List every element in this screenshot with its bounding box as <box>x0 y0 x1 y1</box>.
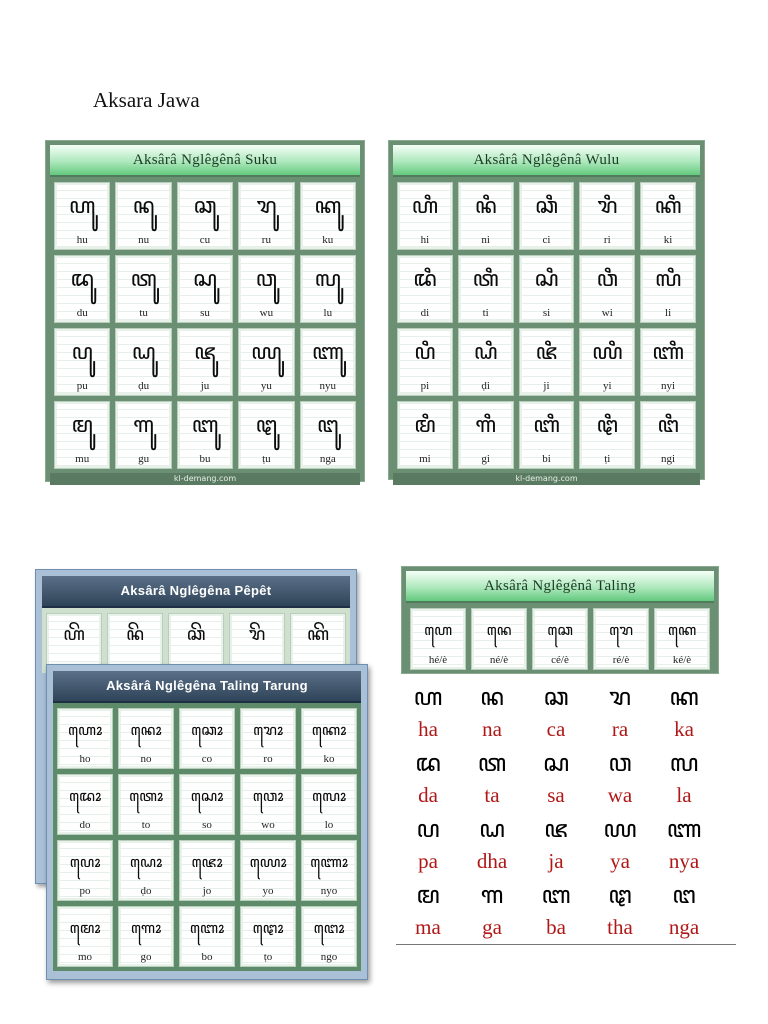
hanacaraka-glyph-row <box>396 812 736 846</box>
panel-nglegena-wulu <box>388 140 705 483</box>
javanese-glyph: ꦏ <box>669 683 699 711</box>
syllable-cell <box>640 182 696 250</box>
syllable-cell <box>519 401 575 469</box>
syllable-cell <box>118 774 174 835</box>
syllable-cell <box>179 774 235 835</box>
javanese-glyph: ꦮꦺꦴ <box>252 787 284 805</box>
latin-label: su <box>200 307 210 319</box>
latin-label: ngi <box>661 453 676 465</box>
hanacaraka-glyph-row <box>396 878 736 912</box>
latin-label: to <box>141 819 151 831</box>
latin-label: pu <box>76 380 88 392</box>
syllable-cell <box>519 255 575 323</box>
syllable-cell <box>118 840 174 901</box>
latin-label: ju <box>200 380 210 392</box>
hanacaraka-latin-row <box>396 912 736 944</box>
syllable-cell <box>579 255 635 323</box>
javanese-glyph: ꦭ <box>669 749 699 777</box>
latin-label: mi <box>419 453 431 465</box>
javanese-glyph: ꦕꦼ <box>186 624 206 645</box>
javanese-glyph: ꦮꦶ <box>596 267 618 292</box>
syllable-cell <box>115 182 171 250</box>
javanese-glyph: ꦕꦺ <box>547 621 573 639</box>
panel-nglegena-taling <box>401 566 719 674</box>
javanese-glyph: ꦱ <box>542 749 570 777</box>
javanese-glyph: ꦒꦸ <box>133 413 154 438</box>
latin-label: ḍo <box>140 885 152 897</box>
syllable-cell <box>179 840 235 901</box>
syllable-cell <box>240 708 296 769</box>
javanese-glyph: ꦫꦸ <box>256 194 277 219</box>
latin-label: bi <box>542 453 551 465</box>
javanese-glyph: ꦢꦸ <box>70 267 94 292</box>
javanese-glyph: ꦒꦶ <box>475 413 497 438</box>
latin-label: tu <box>139 307 148 319</box>
syllable-cell <box>397 401 453 469</box>
syllable-grid <box>53 703 361 971</box>
javanese-glyph: ꦕ <box>543 683 569 711</box>
latin-label: ké/è <box>672 654 692 666</box>
javanese-glyph: ꦤꦸ <box>132 194 155 219</box>
javanese-glyph: ꦭꦺꦴ <box>311 787 347 805</box>
javanese-glyph: ꦗꦶ <box>535 340 558 365</box>
syllable-cell <box>54 328 110 396</box>
syllable-cell <box>177 328 233 396</box>
latin-label: nga <box>319 453 336 465</box>
syllable-cell <box>300 255 356 323</box>
javanese-glyph: ꦤꦺꦴ <box>130 721 162 739</box>
latin-label: ta <box>484 783 500 807</box>
syllable-grid <box>393 177 700 473</box>
javanese-glyph: ꦫꦼ <box>248 624 266 645</box>
syllable-cell <box>300 401 356 469</box>
latin-label: na <box>482 717 502 741</box>
syllable-cell <box>168 613 224 669</box>
javanese-glyph: ꦚꦺꦴ <box>310 853 348 871</box>
syllable-cell <box>290 613 346 669</box>
latin-label: nu <box>138 234 150 246</box>
syllable-cell <box>238 328 294 396</box>
javanese-glyph: ꦠꦺꦴ <box>128 787 164 805</box>
syllable-cell <box>115 401 171 469</box>
panel-header: Aksârâ Nglêgêna Pêpêt <box>42 576 350 608</box>
javanese-glyph: ꦔꦶ <box>657 413 679 438</box>
syllable-cell <box>640 328 696 396</box>
javanese-glyph: ꦚꦶ <box>652 340 684 365</box>
syllable-cell <box>300 328 356 396</box>
panel-header: Aksârâ Nglêgêna Taling Tarung <box>53 671 361 703</box>
syllable-cell <box>471 608 527 670</box>
latin-label: wa <box>607 783 633 807</box>
latin-label: di <box>420 307 430 319</box>
javanese-glyph: ꦕꦸ <box>193 194 217 219</box>
latin-label: lu <box>323 307 333 319</box>
latin-label: mo <box>77 951 93 963</box>
javanese-glyph: ꦱꦺꦴ <box>190 787 224 805</box>
syllable-cell <box>579 401 635 469</box>
latin-label: pa <box>418 849 438 873</box>
syllable-cell <box>397 182 453 250</box>
javanese-glyph: ꦥ <box>416 815 440 843</box>
syllable-cell <box>640 401 696 469</box>
javanese-glyph: ꦥꦸ <box>71 340 93 365</box>
syllable-cell <box>179 906 235 967</box>
syllable-cell <box>458 255 514 323</box>
syllable-cell <box>57 840 113 901</box>
javanese-glyph: ꦤꦼ <box>126 624 144 645</box>
syllable-cell <box>46 613 102 669</box>
javanese-glyph: ꦲ <box>413 683 443 711</box>
latin-label: wi <box>601 307 613 319</box>
syllable-cell <box>458 328 514 396</box>
javanese-glyph: ꦗꦸ <box>194 340 216 365</box>
javanese-glyph: ꦛꦺꦴ <box>252 919 284 937</box>
latin-label: nyo <box>320 885 338 897</box>
javanese-glyph: ꦤꦶ <box>474 194 497 219</box>
syllable-cell <box>654 608 710 670</box>
latin-label: tha <box>607 915 633 939</box>
latin-label: bu <box>199 453 211 465</box>
syllable-cell <box>54 401 110 469</box>
javanese-glyph: ꦲꦸ <box>69 194 96 219</box>
javanese-glyph: ꦛꦸ <box>255 413 278 438</box>
latin-label: ṭu <box>262 453 271 465</box>
syllable-cell <box>301 840 357 901</box>
syllable-grid <box>50 177 360 473</box>
panel-nglegena-suku <box>45 140 365 482</box>
javanese-glyph: ꦚ <box>666 815 702 843</box>
latin-label: ka <box>674 717 694 741</box>
hanacaraka-latin-row <box>396 846 736 878</box>
javanese-glyph: ꦲꦺꦴ <box>67 721 103 739</box>
latin-label: bo <box>201 951 213 963</box>
latin-label: nyu <box>319 380 337 392</box>
javanese-glyph: ꦤꦺ <box>486 621 512 639</box>
syllable-cell <box>532 608 588 670</box>
syllable-cell <box>54 255 110 323</box>
syllable-cell <box>458 182 514 250</box>
syllable-cell <box>240 906 296 967</box>
latin-label: ru <box>261 234 271 246</box>
syllable-cell <box>54 182 110 250</box>
latin-label: co <box>201 753 213 765</box>
javanese-glyph: ꦔ <box>672 881 696 909</box>
syllable-cell <box>300 182 356 250</box>
syllable-cell <box>177 401 233 469</box>
latin-label: ba <box>546 915 566 939</box>
javanese-glyph: ꦠꦸ <box>130 267 157 292</box>
panel-footer: kl-demang.com <box>50 473 360 485</box>
latin-label: lo <box>324 819 334 831</box>
javanese-glyph: ꦭꦶ <box>654 267 682 292</box>
javanese-glyph: ꦫꦶ <box>597 194 618 219</box>
javanese-glyph: ꦏꦺꦴ <box>311 721 347 739</box>
javanese-glyph: ꦫꦺꦴ <box>252 721 284 739</box>
latin-label: ga <box>482 915 502 939</box>
javanese-glyph: ꦪꦺꦴ <box>249 853 287 871</box>
latin-label: wu <box>259 307 274 319</box>
latin-label: ji <box>543 380 550 392</box>
latin-label: hu <box>76 234 88 246</box>
panel-header: Aksârâ Nglêgênâ Suku <box>50 145 360 177</box>
hanacaraka-table <box>396 680 736 945</box>
javanese-glyph: ꦒꦺꦴ <box>130 919 162 937</box>
syllable-cell <box>177 255 233 323</box>
javanese-glyph: ꦩꦸ <box>71 413 93 438</box>
javanese-glyph: ꦠ <box>477 749 507 777</box>
syllable-cell <box>115 255 171 323</box>
syllable-cell <box>240 840 296 901</box>
javanese-glyph: ꦪꦶ <box>592 340 623 365</box>
syllable-cell <box>579 182 635 250</box>
latin-label: ja <box>548 849 564 873</box>
javanese-glyph: ꦝꦶ <box>473 340 498 365</box>
latin-label: ti <box>482 307 489 319</box>
syllable-cell <box>229 613 285 669</box>
latin-label: yi <box>603 380 612 392</box>
syllable-cell <box>238 401 294 469</box>
latin-label: gi <box>481 453 490 465</box>
javanese-glyph: ꦭꦸ <box>314 267 341 292</box>
javanese-glyph: ꦔꦺꦴ <box>313 919 345 937</box>
javanese-glyph: ꦏꦸ <box>314 194 342 219</box>
javanese-glyph: ꦠꦶ <box>472 267 499 292</box>
latin-label: hé/è <box>428 654 448 666</box>
javanese-glyph: ꦢꦶ <box>413 267 437 292</box>
latin-label: cé/è <box>551 654 569 666</box>
latin-label: cu <box>199 234 211 246</box>
javanese-glyph: ꦥꦶ <box>414 340 436 365</box>
hanacaraka-glyph-row <box>396 680 736 714</box>
panel-header: Aksârâ Nglêgênâ Taling <box>406 571 714 603</box>
panel-header: Aksârâ Nglêgênâ Wulu <box>393 145 700 177</box>
latin-label: li <box>665 307 672 319</box>
hanacaraka-latin-row <box>396 780 736 812</box>
latin-label: do <box>79 819 91 831</box>
javanese-glyph: ꦧꦶ <box>533 413 560 438</box>
syllable-cell <box>57 708 113 769</box>
latin-label: nya <box>668 849 700 873</box>
latin-label: jo <box>202 885 212 897</box>
syllable-cell <box>118 906 174 967</box>
syllable-cell <box>397 255 453 323</box>
latin-label: la <box>676 783 692 807</box>
latin-label: mu <box>75 453 90 465</box>
syllable-cell <box>397 328 453 396</box>
javanese-glyph: ꦪꦸ <box>251 340 282 365</box>
latin-label: hi <box>420 234 430 246</box>
latin-label: ṭo <box>263 951 273 963</box>
latin-label: sa <box>547 783 565 807</box>
syllable-cell <box>640 255 696 323</box>
latin-label: ṭi <box>604 453 611 465</box>
javanese-glyph: ꦕꦶ <box>535 194 558 219</box>
latin-label: si <box>542 307 551 319</box>
hanacaraka-glyph-row <box>396 746 736 780</box>
syllable-cell <box>579 328 635 396</box>
javanese-glyph: ꦒ <box>480 881 504 909</box>
latin-label: du <box>76 307 88 319</box>
hanacaraka-latin-row <box>396 714 736 746</box>
javanese-glyph: ꦱꦸ <box>193 267 217 292</box>
latin-label: ra <box>611 717 629 741</box>
javanese-glyph: ꦲꦶ <box>411 194 439 219</box>
javanese-glyph: ꦩ <box>416 881 440 909</box>
javanese-glyph: ꦝ <box>479 815 505 843</box>
latin-label: né/è <box>489 654 509 666</box>
latin-label: ha <box>418 717 438 741</box>
javanese-glyph: ꦧꦺꦴ <box>189 919 225 937</box>
syllable-cell <box>410 608 466 670</box>
syllable-cell <box>177 182 233 250</box>
latin-label: ki <box>663 234 673 246</box>
javanese-glyph: ꦏꦶ <box>654 194 682 219</box>
latin-label: po <box>79 885 91 897</box>
latin-label: ya <box>610 849 630 873</box>
javanese-glyph: ꦲꦼ <box>63 624 85 645</box>
syllable-cell <box>238 255 294 323</box>
syllable-cell <box>57 906 113 967</box>
latin-label: ko <box>323 753 335 765</box>
javanese-glyph: ꦱꦶ <box>534 267 559 292</box>
syllable-grid <box>406 603 714 674</box>
panel-nglegena-taling-tarung <box>46 664 368 980</box>
syllable-cell <box>240 774 296 835</box>
syllable-cell <box>118 708 174 769</box>
latin-label: pi <box>420 380 430 392</box>
syllable-cell <box>238 182 294 250</box>
javanese-glyph: ꦗꦺꦴ <box>191 853 223 871</box>
latin-label: yu <box>260 380 272 392</box>
syllable-cell <box>107 613 163 669</box>
syllable-cell <box>301 708 357 769</box>
latin-label: ma <box>415 915 441 939</box>
latin-label: ni <box>481 234 490 246</box>
javanese-glyph: ꦧ <box>541 881 571 909</box>
latin-label: ré/è <box>612 654 630 666</box>
javanese-glyph: ꦝꦸ <box>131 340 156 365</box>
latin-label: yo <box>262 885 274 897</box>
syllable-cell <box>115 328 171 396</box>
syllable-cell <box>179 708 235 769</box>
syllable-cell <box>301 906 357 967</box>
javanese-glyph: ꦕꦺꦴ <box>191 721 223 739</box>
latin-label: so <box>202 819 212 831</box>
javanese-glyph: ꦔꦸ <box>317 413 339 438</box>
javanese-glyph: ꦥꦺꦴ <box>69 853 101 871</box>
javanese-glyph: ꦛ <box>608 881 632 909</box>
latin-label: ngo <box>320 951 338 963</box>
syllable-cell <box>458 401 514 469</box>
javanese-glyph: ꦚꦸ <box>311 340 344 365</box>
javanese-glyph: ꦫ <box>609 683 631 711</box>
javanese-glyph: ꦏꦼ <box>307 624 329 645</box>
javanese-glyph: ꦩꦶ <box>414 413 436 438</box>
latin-label: ku <box>322 234 334 246</box>
latin-label: ca <box>546 717 566 741</box>
syllable-cell <box>519 182 575 250</box>
javanese-glyph: ꦤ <box>480 683 504 711</box>
latin-label: gu <box>138 453 150 465</box>
javanese-glyph: ꦪ <box>603 815 637 843</box>
latin-label: nga <box>668 915 700 939</box>
latin-label: go <box>140 951 152 963</box>
latin-label: dha <box>476 849 508 873</box>
syllable-cell <box>593 608 649 670</box>
latin-label: da <box>418 783 438 807</box>
javanese-glyph: ꦫꦺ <box>609 621 633 639</box>
javanese-glyph: ꦩꦺꦴ <box>69 919 101 937</box>
javanese-glyph: ꦲꦺ <box>423 621 453 639</box>
javanese-glyph: ꦗ <box>544 815 568 843</box>
syllable-cell <box>301 774 357 835</box>
javanese-glyph: ꦢꦺꦴ <box>68 787 102 805</box>
latin-label: ḍi <box>481 380 490 392</box>
syllable-cell <box>519 328 575 396</box>
syllable-cell <box>57 774 113 835</box>
latin-label: no <box>140 753 152 765</box>
panel-footer: kl-demang.com <box>393 473 700 485</box>
javanese-glyph: ꦛꦶ <box>596 413 619 438</box>
latin-label: ci <box>542 234 551 246</box>
javanese-glyph: ꦧꦸ <box>191 413 219 438</box>
latin-label: wo <box>261 819 275 831</box>
latin-label: ho <box>79 753 91 765</box>
latin-label: nyi <box>661 380 676 392</box>
javanese-glyph: ꦮꦸ <box>255 267 278 292</box>
javanese-glyph: ꦮ <box>608 749 632 777</box>
document-title: Aksara Jawa <box>93 88 200 112</box>
latin-label: ri <box>603 234 611 246</box>
javanese-glyph: ꦝꦺꦴ <box>129 853 163 871</box>
latin-label: ḍu <box>138 380 150 392</box>
javanese-glyph: ꦢ <box>415 749 441 777</box>
javanese-glyph: ꦏꦺ <box>667 621 697 639</box>
latin-label: ro <box>263 753 273 765</box>
